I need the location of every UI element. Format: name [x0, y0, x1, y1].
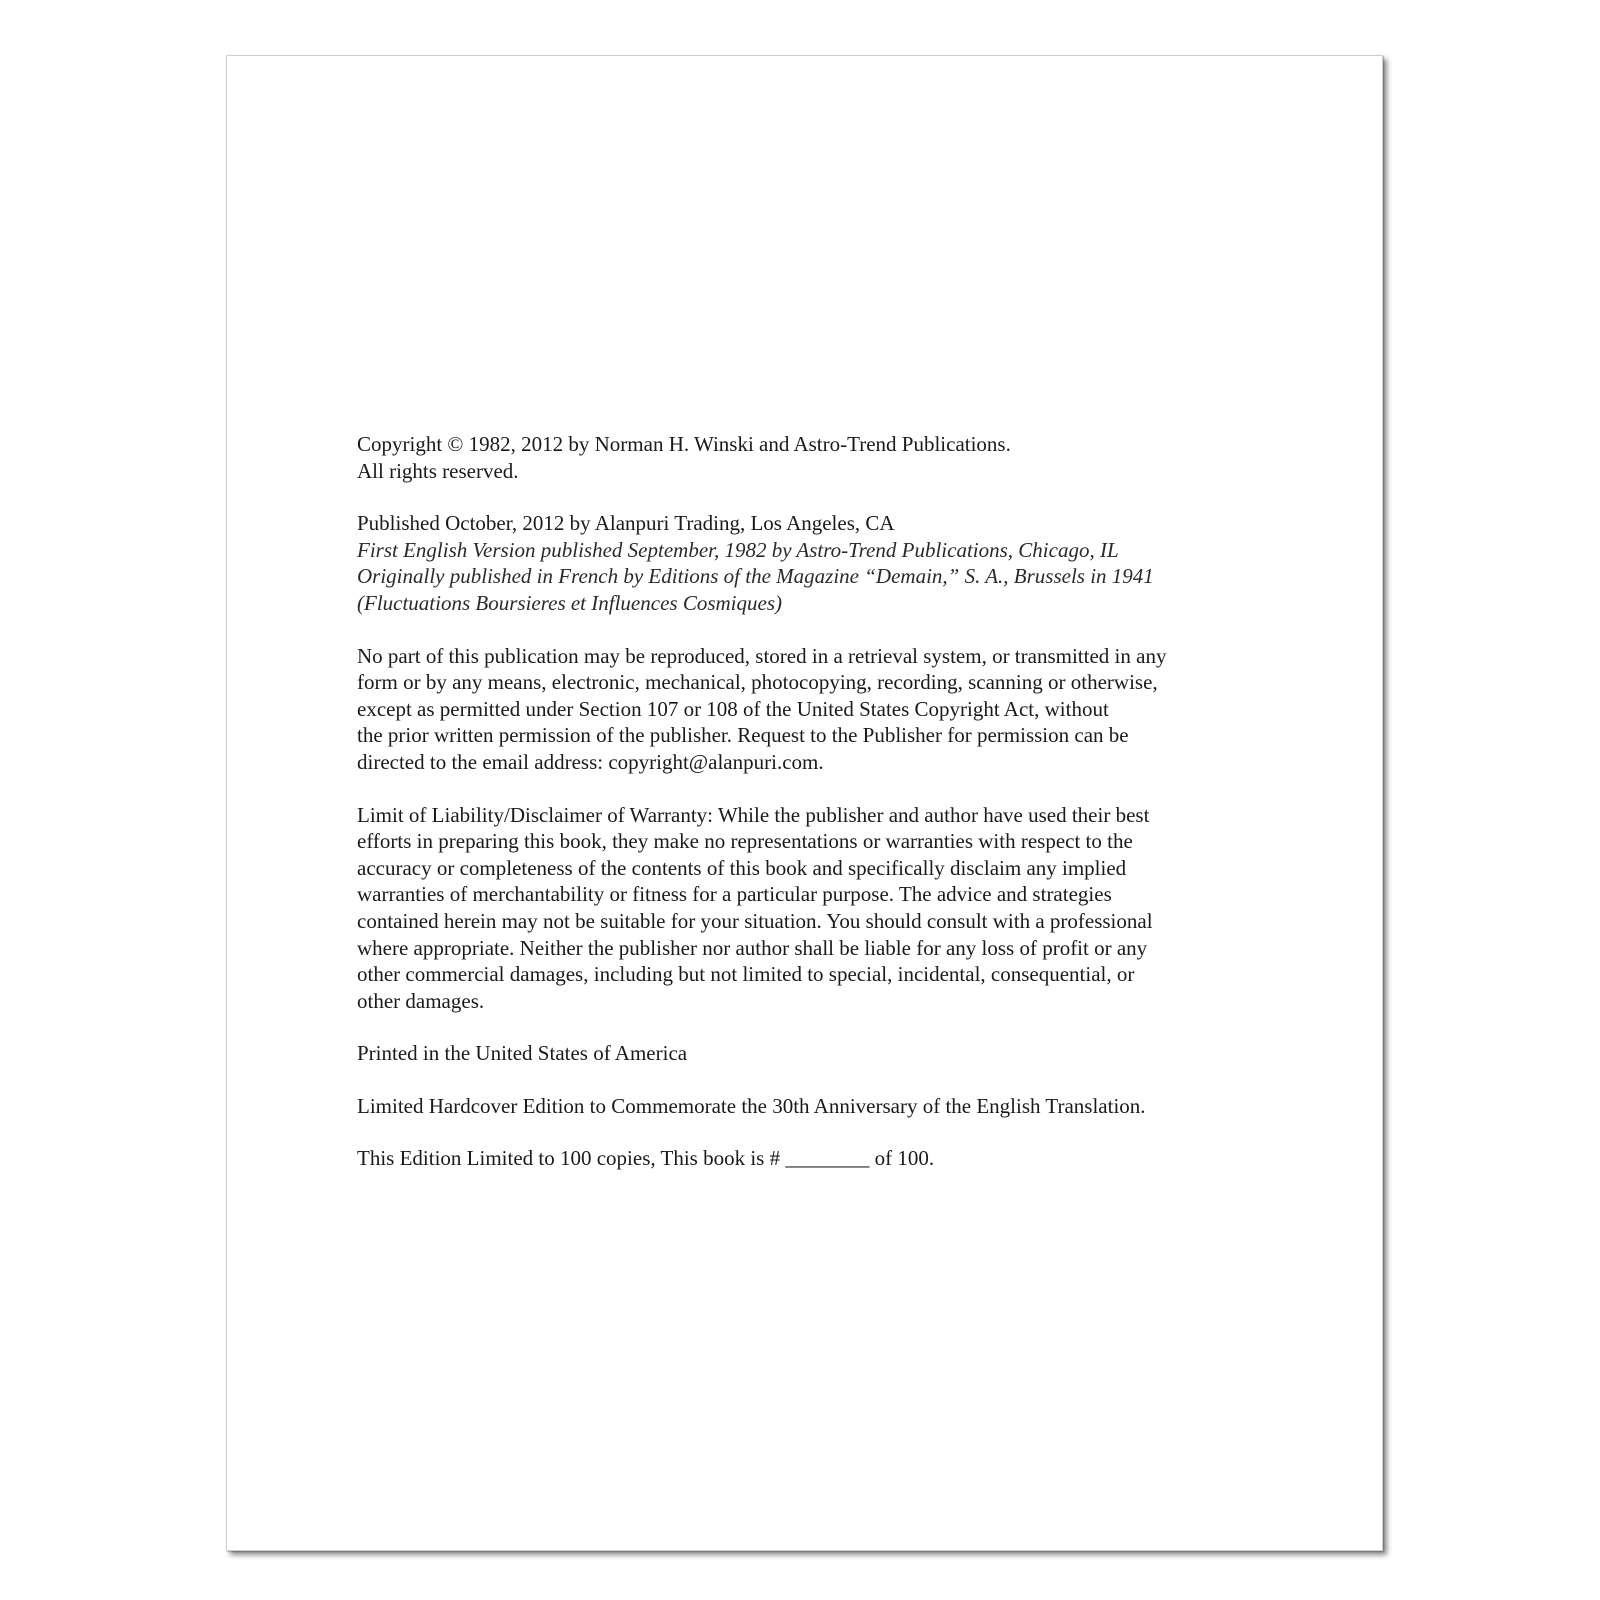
reproduction-notice [357, 643, 1237, 776]
printed-line: Printed in the United States of America [357, 1041, 688, 1066]
originally-published-line: Originally published in French by Editions of the Magazine “Demain,” S. A., Brussels in 1941 [357, 564, 1154, 589]
disclaimer-line: where appropriate. Neither the publisher nor author shall be liable for any loss of profit or any [357, 935, 1148, 960]
published-line: Published October, 2012 by Alanpuri Trading, Los Angeles, CA [357, 511, 895, 536]
disclaimer-line: other damages. [357, 988, 485, 1013]
disclaimer-line: contained herein may not be suitable for your situation. You should consult with a professional [357, 908, 1153, 933]
notice-line: No part of this publication may be reproduced, stored in a retrieval system, or transmitted in any [357, 643, 1167, 668]
disclaimer-line: other commercial damages, including but not limited to special, incidental, consequential, or [357, 962, 1135, 987]
edition-block [357, 1093, 1237, 1120]
publication-block [357, 510, 1237, 616]
disclaimer-line: Limit of Liability/Disclaimer of Warranty: While the publisher and author have used their best [357, 802, 1150, 827]
copyright-page-text [357, 431, 1237, 1198]
notice-line: form or by any means, electronic, mechanical, photocopying, recording, scanning or otherwise, [357, 670, 1158, 695]
copyright-line: Copyright © 1982, 2012 by Norman H. Winski and Astro-Trend Publications. [357, 432, 1011, 456]
disclaimer-line: efforts in preparing this book, they make no representations or warranties with respect to the [357, 829, 1133, 854]
edition-line: Limited Hardcover Edition to Commemorate the 30th Anniversary of the English Translation. [357, 1093, 1146, 1118]
disclaimer-line: warranties of merchantability or fitness for a particular purpose. The advice and strategies [357, 882, 1112, 907]
disclaimer-block [357, 802, 1237, 1015]
notice-line: the prior written permission of the publisher. Request to the Publisher for permission can be [357, 723, 1129, 748]
notice-line: except as permitted under Section 107 or 108 of the United States Copyright Act, without [357, 696, 1109, 721]
book-page [226, 55, 1383, 1551]
limited-copies-line: This Edition Limited to 100 copies, This book is # ________ of 100. [357, 1146, 935, 1171]
french-title-line: (Fluctuations Boursieres et Influences Cosmiques) [357, 590, 782, 615]
limited-block [357, 1145, 1237, 1172]
rights-reserved-line: All rights reserved. [357, 458, 519, 483]
notice-line: directed to the email address: copyright@alanpuri.com. [357, 749, 824, 774]
first-english-line: First English Version published September, 1982 by Astro-Trend Publications, Chicago, IL [357, 537, 1119, 562]
copyright-block [357, 431, 1237, 484]
printed-block [357, 1040, 1237, 1067]
disclaimer-line: accuracy or completeness of the contents of this book and specifically disclaim any implied [357, 855, 1127, 880]
